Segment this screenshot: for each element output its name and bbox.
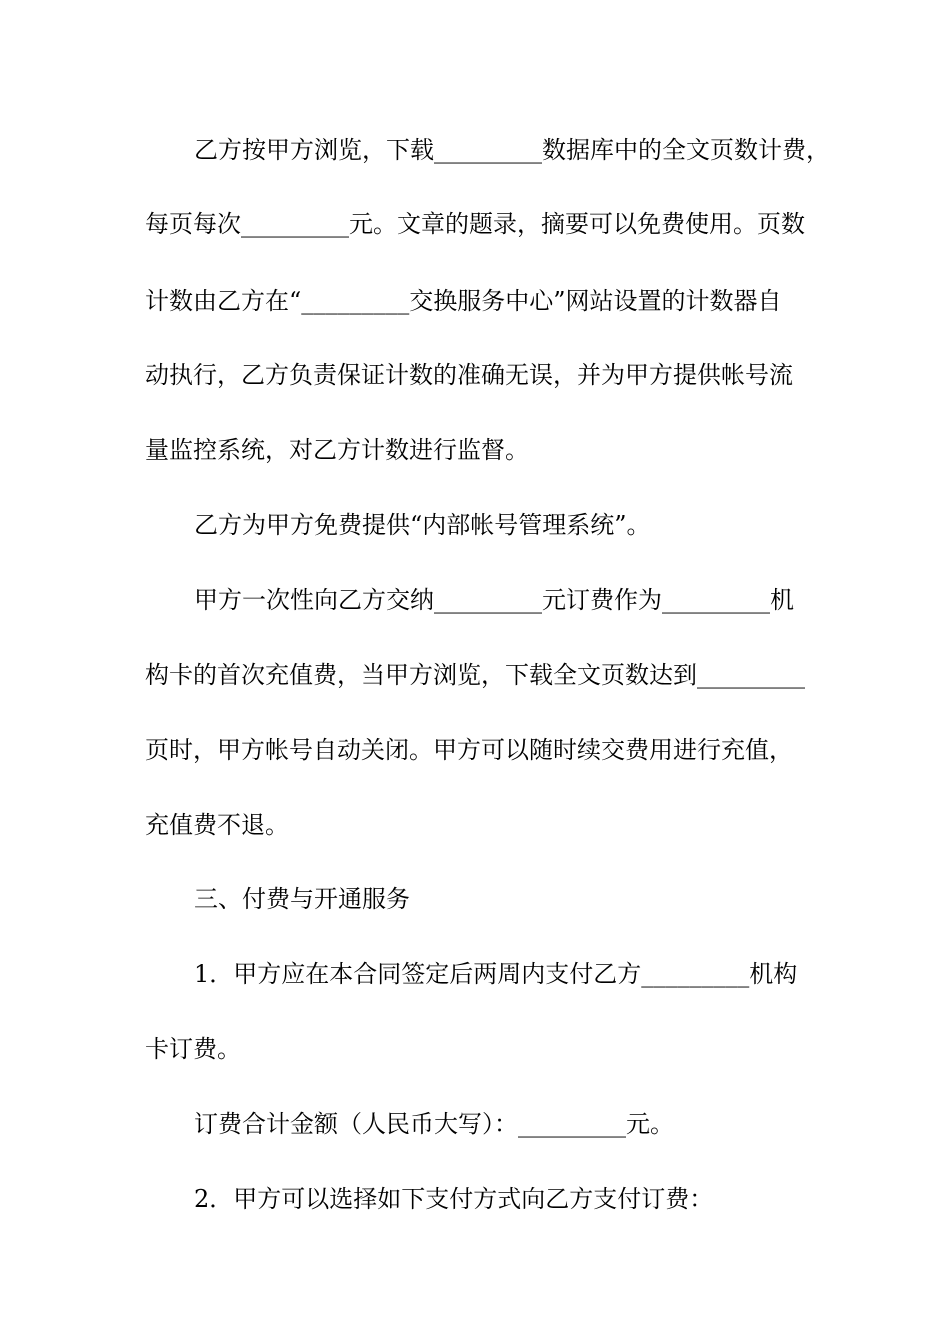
paragraph-line: 量监控系统，对乙方计数进行监督。 <box>145 436 529 464</box>
paragraph-line: 1．甲方应在本合同签定后两周内支付乙方_________机构 <box>194 960 798 988</box>
paragraph-line: 充值费不退。 <box>145 811 289 839</box>
paragraph-line: 页时，甲方帐号自动关闭。甲方可以随时续交费用进行充值， <box>145 736 793 764</box>
paragraph-line: 构卡的首次充值费，当甲方浏览，下载全文页数达到_________ <box>145 661 805 689</box>
paragraph-line: 乙方按甲方浏览，下载_________数据库中的全文页数计费， <box>194 136 830 164</box>
section-heading: 三、付费与开通服务 <box>194 885 410 913</box>
paragraph-line: 2．甲方可以选择如下支付方式向乙方支付订费： <box>194 1185 714 1213</box>
paragraph-line: 每页每次_________元。文章的题录，摘要可以免费使用。页数 <box>145 210 805 238</box>
paragraph-line: 卡订费。 <box>145 1035 241 1063</box>
paragraph-line: 甲方一次性向乙方交纳_________元订费作为_________机 <box>194 586 794 614</box>
paragraph-line: 计数由乙方在“_________交换服务中心”网站设置的计数器自 <box>145 287 782 315</box>
paragraph-line: 乙方为甲方免费提供“内部帐号管理系统”。 <box>194 511 651 539</box>
paragraph-line: 动执行，乙方负责保证计数的准确无误，并为甲方提供帐号流 <box>145 361 793 389</box>
paragraph-line: 订费合计金额（人民币大写）：_________元。 <box>194 1110 674 1138</box>
